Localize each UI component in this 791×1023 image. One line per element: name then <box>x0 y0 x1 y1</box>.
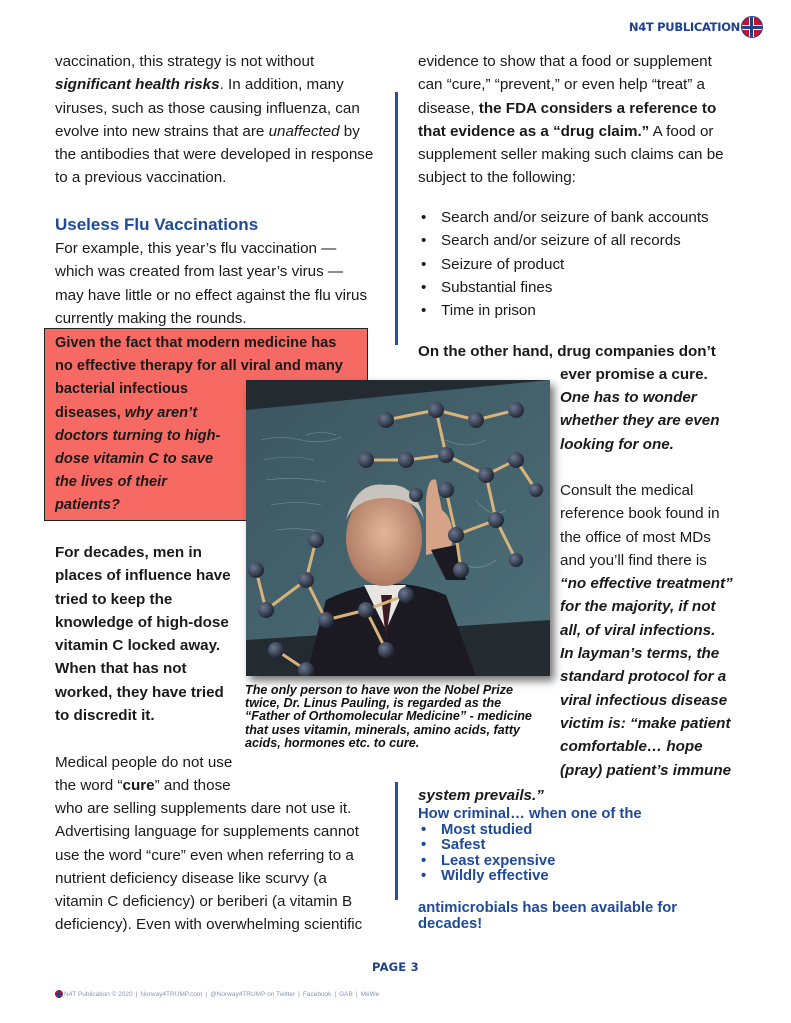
text-line: whether they are even <box>560 412 720 430</box>
header-brand <box>629 16 763 38</box>
list-item: • Search and/or seizure of bank accounts <box>418 206 748 229</box>
fda-paragraph <box>418 50 738 190</box>
text-line: Advertising language for supplements cannot <box>55 823 359 841</box>
intro-text: . In addition, many viruses, such as those causing influenza, can evolve into new strains that are <box>55 76 360 140</box>
page-number: PAGE 3 <box>372 960 419 974</box>
callout-line: doctors turning to high- <box>55 427 221 444</box>
text: ” and those <box>154 777 231 794</box>
text-line: standard protocol for a <box>560 668 727 686</box>
text-line: who are selling supplements dare not use it. <box>55 800 352 817</box>
text-line: tried to keep the <box>55 590 173 608</box>
qualities-list <box>418 823 738 885</box>
text-line: use the word “cure” even when referring to a <box>55 846 354 864</box>
callout-line: Given the fact that modern medicine has <box>55 335 337 351</box>
text-line: vitamin C locked away. <box>55 637 221 655</box>
system-prevails-line: system prevails.” <box>418 787 544 804</box>
wonder-paragraph <box>560 386 750 456</box>
pauling-photo <box>246 380 550 676</box>
list-item: • Most studied <box>418 823 738 839</box>
medical-paragraph <box>55 797 385 937</box>
footer-link-twitter[interactable]: @Norway4TRUMP on Twitter <box>210 990 296 998</box>
list-item: • Least expensive <box>418 854 738 870</box>
list-item: • Time in prison <box>418 299 748 322</box>
photo-caption: The only person to have won the Nobel Prize twice, Dr. Linus Pauling, is regarded as the “Father of Orthomolecular Medicine” - medicine that uses vitamin, minerals, amino acids, fatty acids, hormones etc. to cure. <box>245 683 532 750</box>
footer-link-facebook[interactable]: Facebook <box>302 990 332 998</box>
consult-paragraph <box>560 479 750 782</box>
callout-text: diseases, <box>55 404 125 421</box>
medical-line-2 <box>55 774 231 797</box>
list-item: • Safest <box>418 838 738 854</box>
cure-emphasis: cure <box>122 777 155 794</box>
callout-line: dose vitamin C to save <box>55 451 214 468</box>
column-divider-bar <box>395 92 398 345</box>
drug-companies-line: On the other hand, drug companies don’t <box>418 343 716 360</box>
text-line: For decades, men in <box>55 544 202 561</box>
text-line: places of influence have <box>55 567 231 585</box>
text-line: “no effective treatment” <box>560 575 733 593</box>
callout-line: no effective therapy for all viral and many <box>55 358 343 375</box>
publication-name: N4T PUBLICATION <box>628 20 740 34</box>
text-line: all, of viral infections. <box>560 621 716 639</box>
footer-links: N4T Publication © 2020 | Norway4TRUMP.com | @Norway4TRUMP on Twitter | Facebook | GAB | MeWe <box>55 990 379 998</box>
text-line: nutrient deficiency disease like scurvy (a <box>55 869 327 887</box>
callout-italic: why aren’t <box>124 404 198 421</box>
intro-emphasis: significant health risks <box>55 76 220 94</box>
decades-paragraph <box>55 541 245 727</box>
text-line: worked, they have tried <box>55 683 224 701</box>
footer-link-gab[interactable]: GAB <box>339 990 353 998</box>
text-line: One has to wonder <box>560 389 697 406</box>
criminal-block <box>418 807 738 932</box>
list-item: • Wildly effective <box>418 869 738 885</box>
copyright: N4T Publication © 2020 <box>64 990 133 998</box>
callout-line: patients? <box>55 497 120 514</box>
intro-italic: unaffected <box>268 122 340 140</box>
text-line: reference book found in <box>560 505 720 523</box>
text: A food or supplement seller making such claims can be subject to the following: <box>418 122 724 187</box>
text-line: (pray) patient’s immune <box>560 761 732 779</box>
column-divider-bar <box>395 782 398 900</box>
list-item: • Seizure of product <box>418 253 748 276</box>
callout-line: bacterial infectious <box>55 381 189 398</box>
text-line: In layman’s terms, the <box>560 645 720 663</box>
drug-claim-emphasis: the FDA considers a reference to that evidence as a “drug claim.” <box>418 99 717 140</box>
promise-cure-line: ever promise a cure. <box>560 366 708 383</box>
footer-link-mewe[interactable]: MeWe <box>360 990 380 998</box>
text: evidence to show that a food or supplement can “cure,” “prevent,” or even help “treat” a disease, <box>418 53 712 117</box>
text-line: knowledge of high-dose <box>55 613 229 631</box>
text-line: comfortable… hope <box>560 738 703 756</box>
list-item: • Search and/or seizure of all records <box>418 229 748 252</box>
text-line: When that has not <box>55 660 187 678</box>
text-line: and you’ll find there is <box>560 551 707 569</box>
criminal-intro: How criminal… when one of the <box>418 806 642 822</box>
intro-paragraph <box>55 50 385 190</box>
text-line: Consult the medical <box>560 482 694 499</box>
text-line: for the majority, if not <box>560 598 716 616</box>
closing-statement: antimicrobials has been available for decades! <box>418 899 678 932</box>
intro-text: by the antibodies that were developed in response to a previous vaccination. <box>55 122 374 187</box>
molecule-photo-illustration <box>246 380 550 676</box>
text-line: to discredit it. <box>55 707 155 725</box>
text-line: looking for one. <box>560 435 674 453</box>
text-line: victim is: “make patient <box>560 714 731 732</box>
medical-line-1: Medical people do not use <box>55 754 233 771</box>
list-item: • Substantial fines <box>418 276 748 299</box>
section-heading: Useless Flu Vaccinations <box>55 215 259 234</box>
callout-line: the lives of their <box>55 474 167 491</box>
penalties-list <box>418 206 748 322</box>
text-line: deficiency). Even with overwhelming scientific <box>55 916 363 934</box>
text-line: vitamin C deficiency) or beriberi (a vitamin B <box>55 893 353 911</box>
text-line: viral infectious disease <box>560 691 728 709</box>
intro-text: vaccination, this strategy is not without <box>55 53 315 70</box>
text-line: the office of most MDs <box>560 528 711 546</box>
footer-link-website[interactable]: Norway4TRUMP.com <box>140 990 203 998</box>
norway-flag-icon <box>55 990 63 998</box>
text: the word “ <box>55 777 123 794</box>
section-body: For example, this year’s flu vaccination — which was created from last year’s virus — may have little or no effect against the flu virus currently making the rounds. <box>55 240 368 327</box>
norway-flag-icon <box>741 16 763 38</box>
